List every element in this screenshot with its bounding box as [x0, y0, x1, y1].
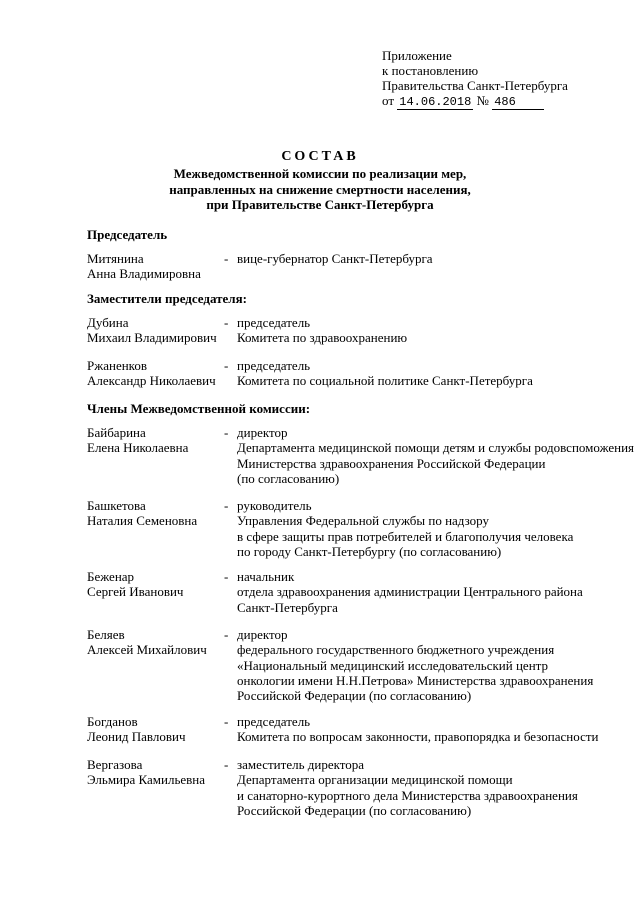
role-line: директор	[237, 425, 288, 440]
dash-separator: -	[224, 425, 229, 440]
member-surname: Богданов	[87, 714, 138, 729]
appendix-line: Правительства Санкт-Петербурга	[382, 78, 568, 93]
member-name	[87, 425, 227, 456]
member-given-name: Наталия Семеновна	[87, 513, 198, 529]
role-line: заместитель директора	[237, 757, 365, 772]
member-surname: Беляев	[87, 627, 125, 642]
member-role	[237, 251, 640, 266]
member-given-name: Елена Николаевна	[87, 440, 189, 456]
role-line: отдела здравоохранения администрации Центрального района	[237, 584, 583, 600]
role-line: и санаторно-курортного дела Министерства здравоохранения	[237, 787, 578, 803]
member-role	[237, 498, 640, 559]
from-label: от	[382, 93, 395, 108]
member-name	[87, 627, 227, 658]
title-line: направленных на снижение смертности населения,	[169, 181, 471, 197]
role-line: Комитета по здравоохранению	[237, 330, 408, 346]
role-line: председатель	[237, 358, 311, 373]
dash-separator: -	[224, 569, 229, 584]
dash-separator: -	[224, 714, 229, 729]
appendix-line: к постановлению	[382, 63, 479, 78]
member-name	[87, 315, 227, 346]
member-given-name: Анна Владимировна	[87, 266, 201, 282]
appendix-header	[382, 48, 568, 110]
role-line: в сфере защиты прав потребителей и благополучия человека	[237, 528, 574, 544]
member-role	[237, 569, 640, 615]
member-given-name: Алексей Михайлович	[87, 642, 207, 658]
member-given-name: Александр Николаевич	[87, 373, 216, 389]
role-line: онкологии имени Н.Н.Петрова» Министерства здравоохранения	[237, 672, 594, 688]
member-surname: Беженар	[87, 569, 135, 584]
role-line: Комитета по вопросам законности, правопорядка и безопасности	[237, 729, 599, 745]
member-role	[237, 315, 640, 346]
member-surname: Байбарина	[87, 425, 146, 440]
member-name	[87, 757, 227, 788]
member-given-name: Леонид Павлович	[87, 729, 186, 745]
member-given-name: Сергей Иванович	[87, 584, 184, 600]
dash-separator: -	[224, 498, 229, 513]
role-line: председатель	[237, 315, 311, 330]
resolution-reference	[382, 93, 568, 110]
role-line: председатель	[237, 714, 311, 729]
member-given-name: Эльмира Камильевна	[87, 772, 206, 788]
member-name	[87, 358, 227, 389]
member-name	[87, 569, 227, 600]
role-line: (по согласованию)	[237, 470, 340, 486]
role-line: Российской Федерации (по согласованию)	[237, 802, 472, 818]
role-line: Департамента медицинской помощи детям и службы родовспоможения	[237, 440, 635, 456]
member-role	[237, 714, 640, 745]
member-name	[87, 714, 227, 745]
role-line: «Национальный медицинский исследовательский центр	[237, 657, 548, 673]
document-title	[0, 148, 640, 213]
member-role	[237, 627, 640, 703]
member-surname: Ржаненков	[87, 358, 147, 373]
resolution-number: 486	[492, 95, 544, 110]
member-surname: Митянина	[87, 251, 144, 266]
role-line: директор	[237, 627, 288, 642]
section-heading-deputies: Заместители председателя:	[87, 291, 247, 306]
role-line: руководитель	[237, 498, 312, 513]
role-line: Российской Федерации (по согласованию)	[237, 688, 472, 704]
role-line: начальник	[237, 569, 295, 584]
role-line: вице-губернатор Санкт-Петербурга	[237, 251, 433, 266]
member-name	[87, 498, 227, 529]
member-given-name: Михаил Владимирович	[87, 330, 217, 346]
section-heading-chair: Председатель	[87, 227, 168, 242]
member-name	[87, 251, 227, 282]
dash-separator: -	[224, 358, 229, 373]
role-line: Департамента организации медицинской помощи	[237, 772, 513, 788]
role-line: Комитета по социальной политике Санкт-Петербурга	[237, 373, 533, 389]
appendix-line: Приложение	[382, 48, 452, 63]
role-line: по городу Санкт-Петербургу (по согласованию)	[237, 543, 502, 559]
member-surname: Вергазова	[87, 757, 143, 772]
role-line: федерального государственного бюджетного учреждения	[237, 642, 555, 658]
member-role	[237, 358, 640, 389]
dash-separator: -	[224, 251, 229, 266]
section-heading-members: Члены Межведомственной комиссии:	[87, 401, 311, 416]
member-surname: Дубина	[87, 315, 129, 330]
dash-separator: -	[224, 757, 229, 772]
resolution-date: 14.06.2018	[399, 95, 472, 109]
dash-separator: -	[224, 627, 229, 642]
role-line: Управления Федеральной службы по надзору	[237, 513, 489, 529]
title-line: при Правительстве Санкт-Петербурга	[206, 197, 434, 212]
role-line: Министерства здравоохранения Российской Федерации	[237, 455, 546, 471]
dash-separator: -	[224, 315, 229, 330]
role-line: Санкт-Петербурга	[237, 599, 338, 615]
title-word: СОСТАВ	[281, 149, 359, 164]
number-label: №	[476, 93, 489, 108]
member-role	[237, 425, 640, 486]
member-role	[237, 757, 640, 818]
member-surname: Башкетова	[87, 498, 146, 513]
title-line: Межведомственной комиссии по реализации мер,	[173, 166, 467, 181]
